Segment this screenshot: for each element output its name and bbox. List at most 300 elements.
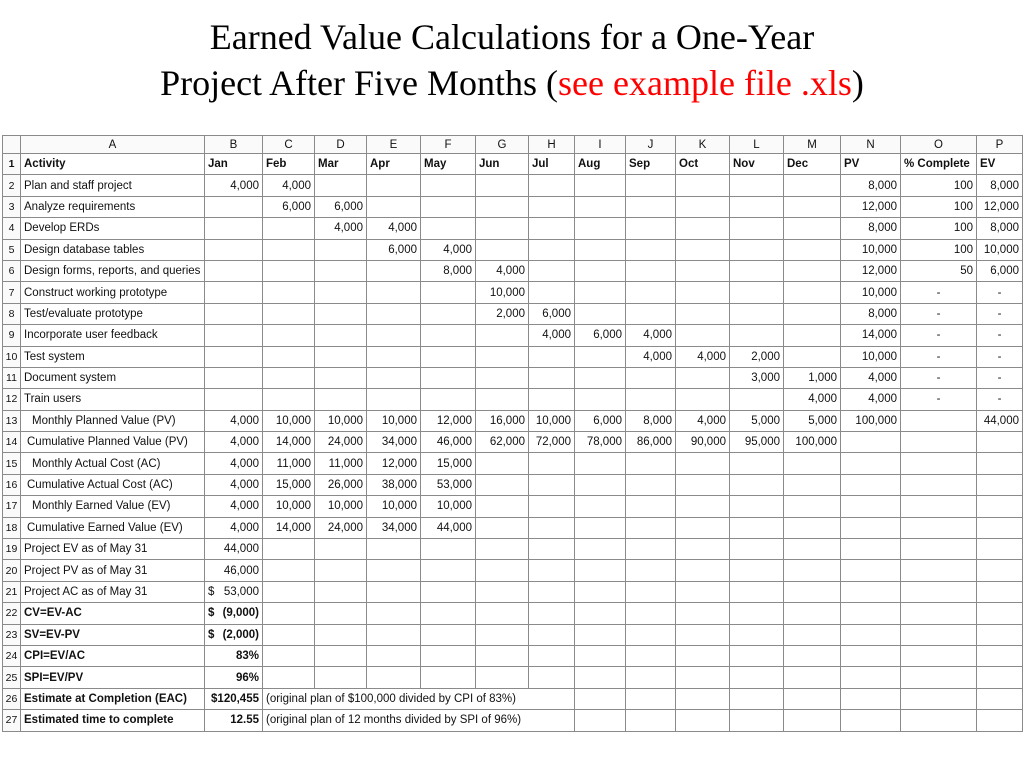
value-cell[interactable] <box>784 496 841 517</box>
value-cell[interactable] <box>730 218 784 239</box>
value-cell[interactable]: 10,000 <box>315 496 367 517</box>
empty-cell[interactable] <box>730 539 784 560</box>
value-cell[interactable] <box>575 453 626 474</box>
value-cell[interactable] <box>676 303 730 324</box>
metric-value[interactable] <box>205 624 263 645</box>
value-cell[interactable] <box>367 346 421 367</box>
empty-cell[interactable] <box>977 688 1023 709</box>
value-cell[interactable] <box>626 517 676 538</box>
summary-label[interactable]: Monthly Planned Value (PV) <box>21 410 205 431</box>
empty-cell[interactable] <box>476 603 529 624</box>
row-number[interactable]: 25 <box>3 667 21 688</box>
activity-name[interactable]: Test system <box>21 346 205 367</box>
empty-cell[interactable] <box>730 710 784 731</box>
empty-cell[interactable] <box>476 645 529 666</box>
value-cell[interactable]: 100 <box>901 239 977 260</box>
value-cell[interactable]: 10,000 <box>841 282 901 303</box>
value-cell[interactable] <box>901 517 977 538</box>
empty-cell[interactable] <box>901 581 977 602</box>
value-cell[interactable]: 100,000 <box>784 432 841 453</box>
empty-cell[interactable] <box>476 667 529 688</box>
empty-cell[interactable] <box>575 710 626 731</box>
value-cell[interactable]: 6,000 <box>367 239 421 260</box>
value-cell[interactable] <box>730 389 784 410</box>
metric-note[interactable]: (original plan of 12 months divided by SPI of 96%) <box>263 710 575 731</box>
value-cell[interactable] <box>263 367 315 388</box>
empty-cell[interactable] <box>841 624 901 645</box>
row-number[interactable]: 11 <box>3 367 21 388</box>
value-cell[interactable] <box>529 282 575 303</box>
column-header-j[interactable]: J <box>626 136 676 154</box>
value-cell[interactable] <box>529 260 575 281</box>
value-cell[interactable] <box>784 282 841 303</box>
metric-label[interactable]: Project AC as of May 31 <box>21 581 205 602</box>
value-cell[interactable]: - <box>977 389 1023 410</box>
value-cell[interactable] <box>730 196 784 217</box>
metric-value[interactable] <box>205 667 263 688</box>
value-cell[interactable]: 8,000 <box>421 260 476 281</box>
value-cell[interactable] <box>841 432 901 453</box>
empty-cell[interactable] <box>476 560 529 581</box>
value-cell[interactable]: 24,000 <box>315 517 367 538</box>
empty-cell[interactable] <box>784 539 841 560</box>
value-cell[interactable] <box>367 389 421 410</box>
value-cell[interactable] <box>529 389 575 410</box>
value-cell[interactable]: 4,000 <box>367 218 421 239</box>
empty-cell[interactable] <box>315 667 367 688</box>
empty-cell[interactable] <box>784 667 841 688</box>
value-cell[interactable] <box>676 175 730 196</box>
value-cell[interactable]: 8,000 <box>626 410 676 431</box>
value-cell[interactable] <box>784 474 841 495</box>
value-cell[interactable] <box>841 453 901 474</box>
row-number[interactable]: 21 <box>3 581 21 602</box>
value-cell[interactable]: 4,000 <box>841 367 901 388</box>
metric-label[interactable]: SPI=EV/PV <box>21 667 205 688</box>
value-cell[interactable]: - <box>901 389 977 410</box>
value-cell[interactable]: 12,000 <box>841 196 901 217</box>
empty-cell[interactable] <box>784 560 841 581</box>
value-cell[interactable]: 100 <box>901 175 977 196</box>
value-cell[interactable]: 4,000 <box>841 389 901 410</box>
value-cell[interactable] <box>901 474 977 495</box>
empty-cell[interactable] <box>315 624 367 645</box>
empty-cell[interactable] <box>367 581 421 602</box>
header-cell[interactable]: % Complete <box>901 154 977 175</box>
metric-value[interactable] <box>205 539 263 560</box>
value-cell[interactable]: 15,000 <box>263 474 315 495</box>
value-cell[interactable] <box>205 282 263 303</box>
empty-cell[interactable] <box>315 603 367 624</box>
value-cell[interactable]: 14,000 <box>263 432 315 453</box>
value-cell[interactable] <box>476 453 529 474</box>
value-cell[interactable]: 4,000 <box>676 346 730 367</box>
value-cell[interactable] <box>977 432 1023 453</box>
row-number[interactable]: 17 <box>3 496 21 517</box>
empty-cell[interactable] <box>676 624 730 645</box>
empty-cell[interactable] <box>529 645 575 666</box>
empty-cell[interactable] <box>901 624 977 645</box>
value-cell[interactable] <box>315 282 367 303</box>
value-cell[interactable]: 44,000 <box>977 410 1023 431</box>
value-cell[interactable] <box>575 474 626 495</box>
value-cell[interactable]: 4,000 <box>205 517 263 538</box>
value-cell[interactable]: 4,000 <box>529 325 575 346</box>
value-cell[interactable]: 78,000 <box>575 432 626 453</box>
empty-cell[interactable] <box>730 688 784 709</box>
empty-cell[interactable] <box>263 624 315 645</box>
empty-cell[interactable] <box>730 624 784 645</box>
value-cell[interactable] <box>676 367 730 388</box>
empty-cell[interactable] <box>977 603 1023 624</box>
value-cell[interactable]: 10,000 <box>977 239 1023 260</box>
value-cell[interactable] <box>529 517 575 538</box>
value-cell[interactable]: 10,000 <box>263 410 315 431</box>
empty-cell[interactable] <box>626 645 676 666</box>
empty-cell[interactable] <box>901 667 977 688</box>
value-cell[interactable] <box>730 239 784 260</box>
value-cell[interactable] <box>901 496 977 517</box>
value-cell[interactable] <box>784 303 841 324</box>
value-cell[interactable]: 10,000 <box>263 496 315 517</box>
value-cell[interactable] <box>784 175 841 196</box>
value-cell[interactable] <box>626 282 676 303</box>
value-cell[interactable]: 3,000 <box>730 367 784 388</box>
empty-cell[interactable] <box>421 560 476 581</box>
value-cell[interactable]: 10,000 <box>841 239 901 260</box>
column-header-d[interactable]: D <box>315 136 367 154</box>
empty-cell[interactable] <box>263 645 315 666</box>
empty-cell[interactable] <box>784 603 841 624</box>
empty-cell[interactable] <box>901 688 977 709</box>
row-number[interactable]: 3 <box>3 196 21 217</box>
value-cell[interactable] <box>476 496 529 517</box>
header-cell[interactable]: Jan <box>205 154 263 175</box>
empty-cell[interactable] <box>263 581 315 602</box>
row-number[interactable]: 20 <box>3 560 21 581</box>
value-cell[interactable]: 10,000 <box>529 410 575 431</box>
empty-cell[interactable] <box>575 624 626 645</box>
value-cell[interactable] <box>315 325 367 346</box>
empty-cell[interactable] <box>730 667 784 688</box>
empty-cell[interactable] <box>901 560 977 581</box>
row-number[interactable]: 8 <box>3 303 21 324</box>
activity-name[interactable]: Document system <box>21 367 205 388</box>
value-cell[interactable]: 8,000 <box>841 303 901 324</box>
value-cell[interactable] <box>626 260 676 281</box>
empty-cell[interactable] <box>476 624 529 645</box>
value-cell[interactable]: 5,000 <box>784 410 841 431</box>
value-cell[interactable]: 2,000 <box>476 303 529 324</box>
empty-cell[interactable] <box>977 539 1023 560</box>
value-cell[interactable]: 4,000 <box>205 453 263 474</box>
activity-name[interactable]: Develop ERDs <box>21 218 205 239</box>
value-cell[interactable] <box>626 453 676 474</box>
empty-cell[interactable] <box>626 667 676 688</box>
value-cell[interactable] <box>784 346 841 367</box>
value-cell[interactable]: 4,000 <box>205 432 263 453</box>
empty-cell[interactable] <box>575 667 626 688</box>
value-cell[interactable]: 86,000 <box>626 432 676 453</box>
empty-cell[interactable] <box>626 688 676 709</box>
header-cell[interactable]: Feb <box>263 154 315 175</box>
value-cell[interactable]: 6,000 <box>977 260 1023 281</box>
value-cell[interactable] <box>977 517 1023 538</box>
empty-cell[interactable] <box>421 624 476 645</box>
value-cell[interactable] <box>626 175 676 196</box>
empty-cell[interactable] <box>575 603 626 624</box>
value-cell[interactable] <box>263 346 315 367</box>
column-header-p[interactable]: P <box>977 136 1023 154</box>
empty-cell[interactable] <box>841 645 901 666</box>
value-cell[interactable] <box>421 346 476 367</box>
summary-label[interactable]: Monthly Actual Cost (AC) <box>21 453 205 474</box>
value-cell[interactable] <box>977 474 1023 495</box>
column-header-l[interactable]: L <box>730 136 784 154</box>
empty-cell[interactable] <box>367 539 421 560</box>
header-cell[interactable]: Mar <box>315 154 367 175</box>
row-number[interactable]: 19 <box>3 539 21 560</box>
empty-cell[interactable] <box>367 667 421 688</box>
value-cell[interactable]: 4,000 <box>205 410 263 431</box>
value-cell[interactable] <box>529 453 575 474</box>
value-cell[interactable] <box>315 346 367 367</box>
empty-cell[interactable] <box>841 603 901 624</box>
metric-value[interactable] <box>205 645 263 666</box>
value-cell[interactable] <box>476 325 529 346</box>
value-cell[interactable] <box>529 367 575 388</box>
value-cell[interactable]: 8,000 <box>977 175 1023 196</box>
value-cell[interactable] <box>315 367 367 388</box>
empty-cell[interactable] <box>901 603 977 624</box>
empty-cell[interactable] <box>730 560 784 581</box>
summary-label[interactable]: Cumulative Planned Value (PV) <box>21 432 205 453</box>
value-cell[interactable] <box>476 218 529 239</box>
value-cell[interactable] <box>626 367 676 388</box>
row-number[interactable]: 16 <box>3 474 21 495</box>
empty-cell[interactable] <box>626 710 676 731</box>
value-cell[interactable] <box>205 239 263 260</box>
column-header-o[interactable]: O <box>901 136 977 154</box>
empty-cell[interactable] <box>575 645 626 666</box>
value-cell[interactable]: 12,000 <box>367 453 421 474</box>
empty-cell[interactable] <box>263 603 315 624</box>
metric-note[interactable]: (original plan of $100,000 divided by CPI of 83%) <box>263 688 575 709</box>
empty-cell[interactable] <box>575 539 626 560</box>
value-cell[interactable]: 46,000 <box>421 432 476 453</box>
value-cell[interactable] <box>676 218 730 239</box>
activity-name[interactable]: Test/evaluate prototype <box>21 303 205 324</box>
value-cell[interactable] <box>730 517 784 538</box>
activity-name[interactable]: Train users <box>21 389 205 410</box>
value-cell[interactable]: 6,000 <box>529 303 575 324</box>
value-cell[interactable] <box>529 175 575 196</box>
value-cell[interactable] <box>626 239 676 260</box>
value-cell[interactable] <box>205 389 263 410</box>
value-cell[interactable] <box>676 325 730 346</box>
empty-cell[interactable] <box>676 645 730 666</box>
empty-cell[interactable] <box>977 624 1023 645</box>
empty-cell[interactable] <box>367 560 421 581</box>
empty-cell[interactable] <box>263 539 315 560</box>
value-cell[interactable]: 10,000 <box>476 282 529 303</box>
empty-cell[interactable] <box>529 603 575 624</box>
metric-label[interactable]: Project PV as of May 31 <box>21 560 205 581</box>
value-cell[interactable] <box>421 175 476 196</box>
empty-cell[interactable] <box>784 581 841 602</box>
activity-name[interactable]: Design forms, reports, and queries <box>21 260 205 281</box>
empty-cell[interactable] <box>421 645 476 666</box>
metric-label[interactable]: SV=EV-PV <box>21 624 205 645</box>
metric-value[interactable] <box>205 560 263 581</box>
empty-cell[interactable] <box>977 645 1023 666</box>
value-cell[interactable]: 10,000 <box>841 346 901 367</box>
header-cell[interactable]: Oct <box>676 154 730 175</box>
value-cell[interactable]: - <box>977 325 1023 346</box>
column-header-c[interactable]: C <box>263 136 315 154</box>
metric-value[interactable] <box>205 710 263 731</box>
value-cell[interactable] <box>730 325 784 346</box>
metric-label[interactable]: CV=EV-AC <box>21 603 205 624</box>
header-cell[interactable]: Jul <box>529 154 575 175</box>
column-header-f[interactable]: F <box>421 136 476 154</box>
value-cell[interactable]: 6,000 <box>263 196 315 217</box>
value-cell[interactable] <box>263 303 315 324</box>
empty-cell[interactable] <box>476 539 529 560</box>
value-cell[interactable] <box>575 175 626 196</box>
value-cell[interactable] <box>626 196 676 217</box>
empty-cell[interactable] <box>901 539 977 560</box>
value-cell[interactable] <box>421 303 476 324</box>
value-cell[interactable]: - <box>977 303 1023 324</box>
header-cell[interactable]: EV <box>977 154 1023 175</box>
value-cell[interactable]: 8,000 <box>841 218 901 239</box>
value-cell[interactable]: 100 <box>901 218 977 239</box>
empty-cell[interactable] <box>784 645 841 666</box>
empty-cell[interactable] <box>626 624 676 645</box>
value-cell[interactable] <box>367 175 421 196</box>
value-cell[interactable] <box>626 496 676 517</box>
empty-cell[interactable] <box>841 688 901 709</box>
header-cell[interactable]: Sep <box>626 154 676 175</box>
value-cell[interactable] <box>575 239 626 260</box>
empty-cell[interactable] <box>529 560 575 581</box>
activity-name[interactable]: Incorporate user feedback <box>21 325 205 346</box>
value-cell[interactable] <box>575 367 626 388</box>
row-number[interactable]: 14 <box>3 432 21 453</box>
value-cell[interactable]: - <box>901 325 977 346</box>
value-cell[interactable] <box>575 496 626 517</box>
value-cell[interactable] <box>901 432 977 453</box>
value-cell[interactable]: 4,000 <box>315 218 367 239</box>
empty-cell[interactable] <box>529 624 575 645</box>
value-cell[interactable] <box>205 325 263 346</box>
value-cell[interactable] <box>575 218 626 239</box>
metric-label[interactable]: CPI=EV/AC <box>21 645 205 666</box>
value-cell[interactable] <box>315 239 367 260</box>
value-cell[interactable] <box>626 474 676 495</box>
empty-cell[interactable] <box>421 667 476 688</box>
value-cell[interactable]: 8,000 <box>977 218 1023 239</box>
value-cell[interactable]: 8,000 <box>841 175 901 196</box>
value-cell[interactable] <box>977 496 1023 517</box>
value-cell[interactable]: - <box>977 346 1023 367</box>
empty-cell[interactable] <box>676 688 730 709</box>
value-cell[interactable] <box>367 282 421 303</box>
row-number[interactable]: 18 <box>3 517 21 538</box>
value-cell[interactable]: 6,000 <box>315 196 367 217</box>
value-cell[interactable]: 4,000 <box>784 389 841 410</box>
value-cell[interactable]: 11,000 <box>315 453 367 474</box>
empty-cell[interactable] <box>626 539 676 560</box>
value-cell[interactable] <box>784 325 841 346</box>
empty-cell[interactable] <box>730 645 784 666</box>
empty-cell[interactable] <box>421 539 476 560</box>
value-cell[interactable] <box>263 325 315 346</box>
empty-cell[interactable] <box>841 581 901 602</box>
value-cell[interactable] <box>841 474 901 495</box>
row-number[interactable]: 24 <box>3 645 21 666</box>
value-cell[interactable]: 4,000 <box>421 239 476 260</box>
value-cell[interactable] <box>626 218 676 239</box>
value-cell[interactable]: 100,000 <box>841 410 901 431</box>
value-cell[interactable] <box>529 474 575 495</box>
value-cell[interactable] <box>841 517 901 538</box>
value-cell[interactable]: 100 <box>901 196 977 217</box>
value-cell[interactable] <box>841 496 901 517</box>
activity-name[interactable]: Construct working prototype <box>21 282 205 303</box>
value-cell[interactable] <box>476 239 529 260</box>
empty-cell[interactable] <box>421 581 476 602</box>
value-cell[interactable] <box>977 453 1023 474</box>
column-header-e[interactable]: E <box>367 136 421 154</box>
empty-cell[interactable] <box>901 710 977 731</box>
row-number[interactable]: 6 <box>3 260 21 281</box>
value-cell[interactable]: 10,000 <box>367 410 421 431</box>
value-cell[interactable] <box>367 303 421 324</box>
empty-cell[interactable] <box>676 710 730 731</box>
empty-cell[interactable] <box>784 624 841 645</box>
value-cell[interactable] <box>205 367 263 388</box>
activity-name[interactable]: Design database tables <box>21 239 205 260</box>
value-cell[interactable] <box>263 260 315 281</box>
value-cell[interactable] <box>315 389 367 410</box>
value-cell[interactable]: - <box>901 346 977 367</box>
value-cell[interactable]: 44,000 <box>421 517 476 538</box>
empty-cell[interactable] <box>977 581 1023 602</box>
empty-cell[interactable] <box>977 667 1023 688</box>
header-cell[interactable]: May <box>421 154 476 175</box>
value-cell[interactable]: 4,000 <box>476 260 529 281</box>
value-cell[interactable] <box>205 303 263 324</box>
value-cell[interactable]: 6,000 <box>575 410 626 431</box>
value-cell[interactable] <box>315 260 367 281</box>
value-cell[interactable] <box>730 260 784 281</box>
value-cell[interactable]: 11,000 <box>263 453 315 474</box>
column-header-n[interactable]: N <box>841 136 901 154</box>
value-cell[interactable] <box>676 196 730 217</box>
value-cell[interactable]: 6,000 <box>575 325 626 346</box>
value-cell[interactable] <box>676 453 730 474</box>
activity-name[interactable]: Analyze requirements <box>21 196 205 217</box>
empty-cell[interactable] <box>730 603 784 624</box>
value-cell[interactable]: 62,000 <box>476 432 529 453</box>
empty-cell[interactable] <box>676 581 730 602</box>
row-number[interactable]: 23 <box>3 624 21 645</box>
metric-value[interactable] <box>205 688 263 709</box>
value-cell[interactable] <box>784 218 841 239</box>
value-cell[interactable] <box>421 218 476 239</box>
